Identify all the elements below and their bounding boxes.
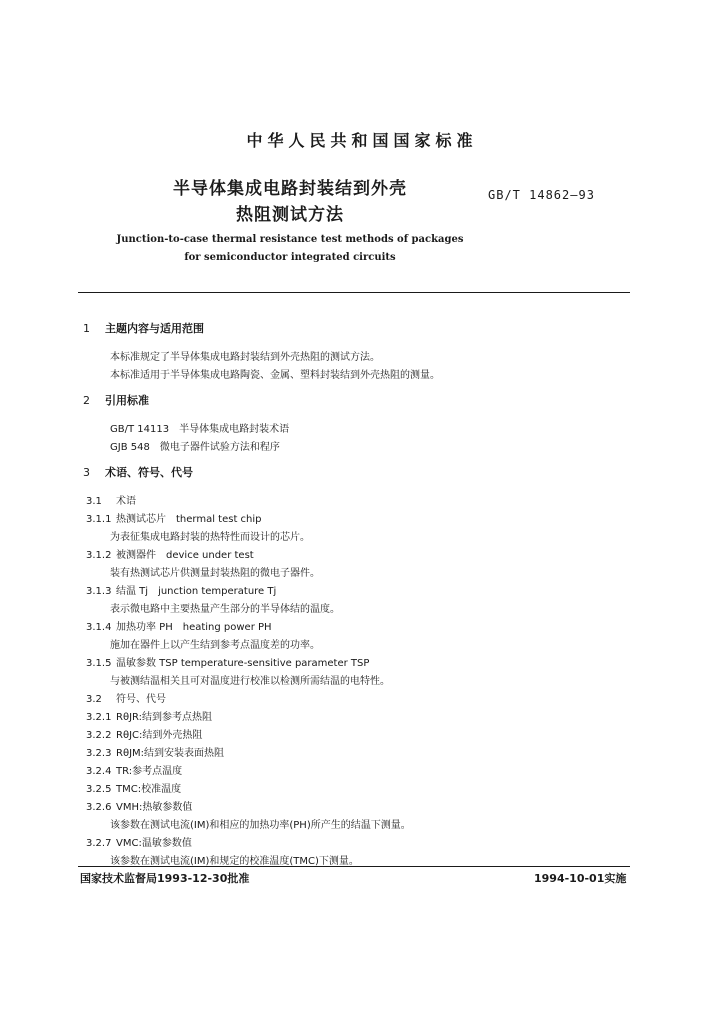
clause-description: 为表征集成电路封装的热特性而设计的芯片。 — [110, 532, 310, 543]
clause-3-2-5 — [86, 780, 181, 795]
clause-text: 热测试芯片 thermal test chip — [116, 514, 262, 525]
section-1-paragraph: 本标准适用于半导体集成电路陶瓷、金属、塑料封装结到外壳热阻的测量。 — [110, 370, 440, 381]
section-title: 术语、符号、代号 — [105, 466, 193, 479]
english-title-line-1: Junction-to-case thermal resistance test methods of packages — [116, 234, 464, 245]
clause-description: 施加在器件上以产生结到参考点温度差的功率。 — [110, 640, 320, 651]
clause-number: 3.2.1 — [86, 712, 112, 723]
section-1-heading — [83, 320, 204, 336]
clause-number: 3.1 — [86, 496, 102, 507]
clause-description: 装有热测试芯片供测量封装热阻的微电子器件。 — [110, 568, 320, 579]
section-number: 2 — [83, 394, 90, 407]
clause-3-1-5 — [86, 654, 369, 669]
clause-number: 3.2.2 — [86, 730, 112, 741]
clause-text: 被测器件 device under test — [116, 550, 254, 561]
clause-text: 结温 Tj junction temperature Tj — [116, 586, 277, 597]
clause-number: 3.1.3 — [86, 586, 112, 597]
section-1-paragraph: 本标准规定了半导体集成电路封装结到外壳热阻的测试方法。 — [110, 352, 380, 363]
standard-code: GB/T 14862—93 — [488, 188, 595, 202]
section-3-heading — [83, 464, 193, 480]
clause-text: 温敏参数 TSP temperature-sensitive parameter TSP — [116, 658, 370, 669]
clause-number: 3.2 — [86, 694, 102, 705]
clause-3-2-6 — [86, 798, 192, 813]
clause-number: 3.2.7 — [86, 838, 112, 849]
clause-description: 该参数在测试电流(IM)和相应的加热功率(PH)所产生的结温下测量。 — [110, 820, 411, 831]
clause-text: 符号、代号 — [116, 694, 166, 705]
section-number: 3 — [83, 466, 90, 479]
clause-description: 该参数在测试电流(IM)和规定的校准温度(TMC)下测量。 — [110, 856, 359, 867]
clause-text: 加热功率 PH heating power PH — [116, 622, 272, 633]
clause-3-1-3 — [86, 582, 276, 597]
clause-3-2-2 — [86, 726, 202, 741]
english-title-line-2: for semiconductor integrated circuits — [184, 252, 396, 263]
reference-standard: GB/T 14113 半导体集成电路封装术语 — [110, 424, 290, 435]
section-2-heading — [83, 392, 149, 408]
header-divider — [78, 292, 630, 293]
clause-text: 术语 — [116, 496, 136, 507]
clause-number: 3.2.4 — [86, 766, 112, 777]
clause-number: 3.1.4 — [86, 622, 112, 633]
clause-text: VMH:热敏参数值 — [116, 802, 193, 813]
clause-description: 表示微电路中主要热量产生部分的半导体结的温度。 — [110, 604, 340, 615]
clause-3-1 — [86, 492, 136, 507]
approval-date: 国家技术监督局1993-12-30批准 — [80, 872, 250, 885]
reference-standard: GJB 548 微电子器件试验方法和程序 — [110, 442, 280, 453]
clause-3-1-2 — [86, 546, 254, 561]
clause-text: RθJC:结到外壳热阻 — [116, 730, 203, 741]
clause-3-2-4 — [86, 762, 182, 777]
clause-3-2-3 — [86, 744, 224, 759]
clause-3-2 — [86, 690, 166, 705]
clause-text: RθJM:结到安装表面热阻 — [116, 748, 225, 759]
clause-text: TMC:校准温度 — [116, 784, 182, 795]
clause-3-1-4 — [86, 618, 272, 633]
clause-text: VMC:温敏参数值 — [116, 838, 192, 849]
chinese-title-line-1: 半导体集成电路封装结到外壳 — [173, 179, 407, 199]
clause-3-1-1 — [86, 510, 262, 525]
chinese-title-line-2: 热阻测试方法 — [236, 205, 344, 225]
section-title: 引用标准 — [105, 394, 149, 407]
clause-number: 3.1.2 — [86, 550, 112, 561]
clause-3-2-1 — [86, 708, 212, 723]
footer-divider — [78, 866, 630, 867]
standard-type-heading: 中华人民共和国国家标准 — [246, 131, 478, 150]
clause-number: 3.1.5 — [86, 658, 112, 669]
clause-number: 3.2.3 — [86, 748, 112, 759]
clause-3-2-7 — [86, 834, 192, 849]
clause-number: 3.2.5 — [86, 784, 112, 795]
clause-number: 3.2.6 — [86, 802, 112, 813]
effective-date: 1994-10-01实施 — [534, 872, 627, 885]
clause-text: TR:参考点温度 — [116, 766, 183, 777]
section-title: 主题内容与适用范围 — [105, 322, 204, 335]
section-number: 1 — [83, 322, 90, 335]
clause-description: 与被测结温相关且可对温度进行校准以检测所需结温的电特性。 — [110, 676, 390, 687]
clause-number: 3.1.1 — [86, 514, 112, 525]
clause-text: RθJR:结到参考点热阻 — [116, 712, 213, 723]
